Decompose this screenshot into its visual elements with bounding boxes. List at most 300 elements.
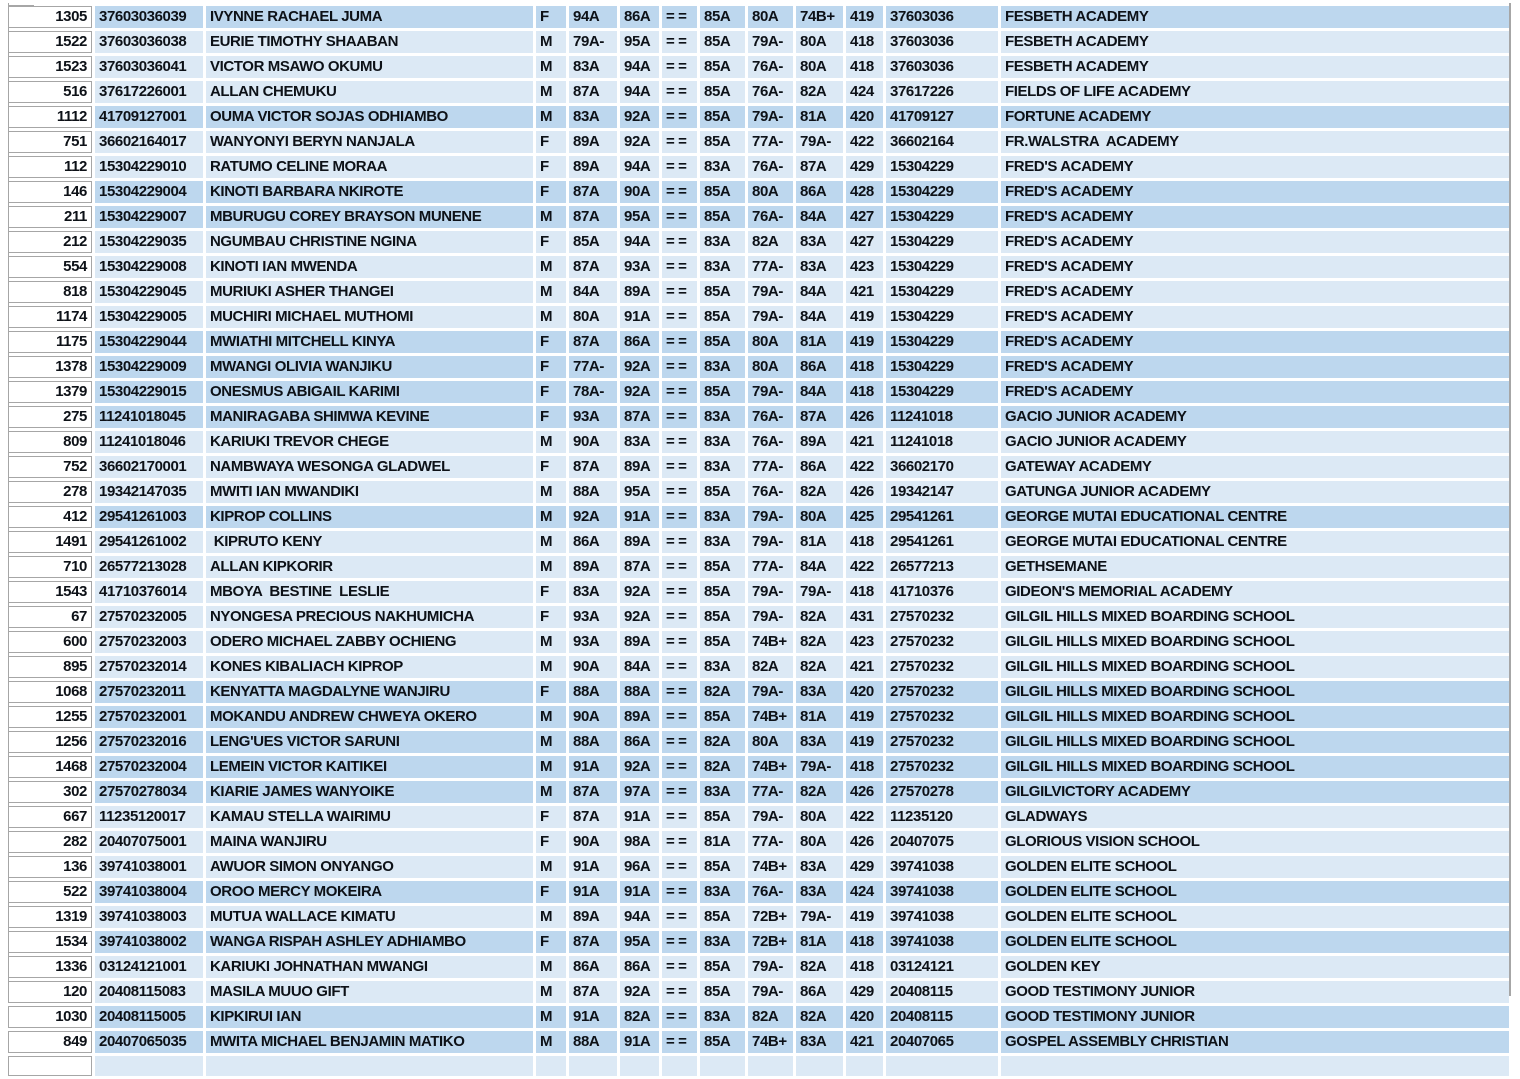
cell-mark-1[interactable]: 87A: [569, 206, 617, 228]
cell-rank[interactable]: 1523: [8, 56, 92, 78]
cell-equals[interactable]: = =: [662, 456, 697, 478]
cell-mark-4[interactable]: 80A: [748, 731, 793, 753]
cell-school-code[interactable]: 11241018: [886, 431, 998, 453]
cell-gender[interactable]: F: [536, 156, 566, 178]
cell-candidate-name[interactable]: MUTUA WALLACE KIMATU: [206, 906, 533, 928]
cell-mark-3[interactable]: 82A: [700, 731, 745, 753]
cell-mark-3[interactable]: 83A: [700, 456, 745, 478]
cell-mark-1[interactable]: 87A: [569, 781, 617, 803]
cell-gender[interactable]: F: [536, 131, 566, 153]
cell-school-code[interactable]: 36602164: [886, 131, 998, 153]
cell-index-number[interactable]: 11241018045: [95, 406, 203, 428]
cell-mark-3[interactable]: 85A: [700, 31, 745, 53]
cell-candidate-name[interactable]: KENYATTA MAGDALYNE WANJIRU: [206, 681, 533, 703]
cell-mark-4[interactable]: 76A-: [748, 206, 793, 228]
cell-mark-5[interactable]: 83A: [796, 1031, 843, 1053]
cell-mark-4[interactable]: 82A: [748, 1006, 793, 1028]
cell-mark-4[interactable]: 77A-: [748, 256, 793, 278]
cell-gender[interactable]: F: [536, 606, 566, 628]
cell-rank[interactable]: 1522: [8, 31, 92, 53]
cell-candidate-name[interactable]: NYONGESA PRECIOUS NAKHUMICHA: [206, 606, 533, 628]
cell-school-code[interactable]: 15304229: [886, 331, 998, 353]
cell-mark-4[interactable]: 79A-: [748, 681, 793, 703]
cell-mark-4[interactable]: 76A-: [748, 56, 793, 78]
cell-mark-1[interactable]: 86A: [569, 531, 617, 553]
cell-mark-2[interactable]: 95A: [620, 31, 659, 53]
cell-mark-2[interactable]: 94A: [620, 56, 659, 78]
cell-candidate-name[interactable]: MOKANDU ANDREW CHWEYA OKERO: [206, 706, 533, 728]
cell-school-code[interactable]: 15304229: [886, 231, 998, 253]
cell-gender[interactable]: M: [536, 1006, 566, 1028]
cell-mark-5[interactable]: 84A: [796, 556, 843, 578]
cell-candidate-name[interactable]: MWANGI OLIVIA WANJIKU: [206, 356, 533, 378]
cell-rank[interactable]: 212: [8, 231, 92, 253]
cell-index-number[interactable]: 29541261002: [95, 531, 203, 553]
cell-index-number[interactable]: 15304229009: [95, 356, 203, 378]
cell-gender[interactable]: M: [536, 756, 566, 778]
cell-mark-1[interactable]: 88A: [569, 681, 617, 703]
cell-mark-5[interactable]: 86A: [796, 456, 843, 478]
cell-mark-2[interactable]: 94A: [620, 156, 659, 178]
cell-candidate-name[interactable]: KIPROP COLLINS: [206, 506, 533, 528]
cell-school-code[interactable]: 15304229: [886, 281, 998, 303]
cell-candidate-name[interactable]: LENG'UES VICTOR SARUNI: [206, 731, 533, 753]
cell-school-code[interactable]: 11235120: [886, 806, 998, 828]
cell-total[interactable]: 423: [846, 256, 883, 278]
cell-mark-3[interactable]: 85A: [700, 606, 745, 628]
cell-mark-5[interactable]: 81A: [796, 706, 843, 728]
cell-mark-5[interactable]: 82A: [796, 1006, 843, 1028]
cell-equals[interactable]: = =: [662, 431, 697, 453]
cell-rank[interactable]: 211: [8, 206, 92, 228]
cell-equals[interactable]: = =: [662, 506, 697, 528]
cell-mark-1[interactable]: 90A: [569, 431, 617, 453]
cell-school-name[interactable]: GOOD TESTIMONY JUNIOR: [1001, 1006, 1509, 1028]
cell-school-code[interactable]: 39741038: [886, 906, 998, 928]
cell-equals[interactable]: = =: [662, 956, 697, 978]
cell-total[interactable]: 422: [846, 131, 883, 153]
cell-mark-5[interactable]: 79A-: [796, 131, 843, 153]
cell-school-code[interactable]: 03124121: [886, 956, 998, 978]
cell-gender[interactable]: F: [536, 406, 566, 428]
cell-rank[interactable]: 1543: [8, 581, 92, 603]
cell-mark-2[interactable]: [620, 1056, 659, 1076]
cell-mark-5[interactable]: 83A: [796, 256, 843, 278]
cell-candidate-name[interactable]: KIARIE JAMES WANYOIKE: [206, 781, 533, 803]
cell-mark-5[interactable]: 84A: [796, 206, 843, 228]
cell-rank[interactable]: 1378: [8, 356, 92, 378]
cell-mark-4[interactable]: 79A-: [748, 381, 793, 403]
cell-school-code[interactable]: 29541261: [886, 506, 998, 528]
cell-candidate-name[interactable]: WANYONYI BERYN NANJALA: [206, 131, 533, 153]
cell-mark-3[interactable]: 83A: [700, 531, 745, 553]
cell-school-code[interactable]: 27570232: [886, 681, 998, 703]
cell-school-name[interactable]: FRED'S ACADEMY: [1001, 331, 1509, 353]
cell-index-number[interactable]: 20408115083: [95, 981, 203, 1003]
cell-candidate-name[interactable]: ODERO MICHAEL ZABBY OCHIENG: [206, 631, 533, 653]
cell-mark-4[interactable]: 79A-: [748, 806, 793, 828]
cell-mark-5[interactable]: 79A-: [796, 756, 843, 778]
cell-mark-2[interactable]: 84A: [620, 656, 659, 678]
cell-rank[interactable]: 1256: [8, 731, 92, 753]
cell-total[interactable]: 426: [846, 406, 883, 428]
cell-mark-3[interactable]: [700, 1056, 745, 1076]
cell-gender[interactable]: F: [536, 581, 566, 603]
cell-school-code[interactable]: 27570232: [886, 706, 998, 728]
cell-rank[interactable]: 146: [8, 181, 92, 203]
cell-total[interactable]: 425: [846, 506, 883, 528]
cell-total[interactable]: 418: [846, 56, 883, 78]
cell-rank[interactable]: 1336: [8, 956, 92, 978]
cell-mark-3[interactable]: 81A: [700, 831, 745, 853]
cell-mark-3[interactable]: 85A: [700, 631, 745, 653]
cell-mark-2[interactable]: 94A: [620, 906, 659, 928]
cell-rank[interactable]: 278: [8, 481, 92, 503]
cell-index-number[interactable]: 15304229005: [95, 306, 203, 328]
cell-mark-4[interactable]: 79A-: [748, 106, 793, 128]
cell-total[interactable]: 428: [846, 181, 883, 203]
cell-mark-5[interactable]: 89A: [796, 431, 843, 453]
cell-rank[interactable]: 895: [8, 656, 92, 678]
cell-gender[interactable]: F: [536, 456, 566, 478]
cell-index-number[interactable]: 11235120017: [95, 806, 203, 828]
cell-gender[interactable]: F: [536, 931, 566, 953]
cell-mark-2[interactable]: 91A: [620, 306, 659, 328]
cell-mark-2[interactable]: 86A: [620, 331, 659, 353]
cell-mark-1[interactable]: [569, 1056, 617, 1076]
cell-mark-1[interactable]: 90A: [569, 706, 617, 728]
cell-school-code[interactable]: 20407065: [886, 1031, 998, 1053]
cell-mark-4[interactable]: 74B+: [748, 1031, 793, 1053]
cell-rank[interactable]: 809: [8, 431, 92, 453]
cell-school-name[interactable]: GILGIL HILLS MIXED BOARDING SCHOOL: [1001, 606, 1509, 628]
cell-candidate-name[interactable]: MWIATHI MITCHELL KINYA: [206, 331, 533, 353]
cell-mark-5[interactable]: 74B+: [796, 6, 843, 28]
cell-rank[interactable]: 710: [8, 556, 92, 578]
cell-equals[interactable]: = =: [662, 56, 697, 78]
cell-mark-2[interactable]: 91A: [620, 1031, 659, 1053]
cell-gender[interactable]: M: [536, 106, 566, 128]
cell-index-number[interactable]: 15304229007: [95, 206, 203, 228]
cell-total[interactable]: 429: [846, 856, 883, 878]
cell-school-name[interactable]: GOLDEN ELITE SCHOOL: [1001, 931, 1509, 953]
cell-index-number[interactable]: 15304229008: [95, 256, 203, 278]
cell-gender[interactable]: M: [536, 431, 566, 453]
cell-gender[interactable]: F: [536, 831, 566, 853]
cell-mark-2[interactable]: 92A: [620, 356, 659, 378]
cell-mark-4[interactable]: 77A-: [748, 556, 793, 578]
cell-rank[interactable]: 282: [8, 831, 92, 853]
cell-gender[interactable]: M: [536, 956, 566, 978]
cell-total[interactable]: 421: [846, 281, 883, 303]
cell-index-number[interactable]: 03124121001: [95, 956, 203, 978]
cell-mark-2[interactable]: 89A: [620, 281, 659, 303]
cell-mark-4[interactable]: 74B+: [748, 756, 793, 778]
cell-school-code[interactable]: 27570232: [886, 731, 998, 753]
cell-school-name[interactable]: GOLDEN KEY: [1001, 956, 1509, 978]
cell-mark-5[interactable]: 80A: [796, 56, 843, 78]
cell-mark-1[interactable]: 89A: [569, 556, 617, 578]
cell-gender[interactable]: F: [536, 331, 566, 353]
cell-rank[interactable]: 275: [8, 406, 92, 428]
cell-index-number[interactable]: 15304229045: [95, 281, 203, 303]
cell-school-name[interactable]: GILGIL HILLS MIXED BOARDING SCHOOL: [1001, 731, 1509, 753]
cell-candidate-name[interactable]: IVYNNE RACHAEL JUMA: [206, 6, 533, 28]
cell-mark-4[interactable]: 72B+: [748, 906, 793, 928]
cell-candidate-name[interactable]: MUCHIRI MICHAEL MUTHOMI: [206, 306, 533, 328]
cell-mark-1[interactable]: 91A: [569, 1006, 617, 1028]
cell-equals[interactable]: = =: [662, 781, 697, 803]
cell-mark-1[interactable]: 90A: [569, 831, 617, 853]
cell-mark-2[interactable]: 96A: [620, 856, 659, 878]
cell-school-code[interactable]: 37603036: [886, 31, 998, 53]
cell-total[interactable]: 429: [846, 156, 883, 178]
cell-mark-3[interactable]: 85A: [700, 1031, 745, 1053]
cell-mark-5[interactable]: 87A: [796, 156, 843, 178]
cell-index-number[interactable]: 15304229010: [95, 156, 203, 178]
cell-mark-2[interactable]: 95A: [620, 931, 659, 953]
cell-gender[interactable]: M: [536, 981, 566, 1003]
cell-school-code[interactable]: 27570232: [886, 606, 998, 628]
cell-candidate-name[interactable]: NGUMBAU CHRISTINE NGINA: [206, 231, 533, 253]
cell-mark-5[interactable]: 82A: [796, 481, 843, 503]
cell-school-code[interactable]: 20407075: [886, 831, 998, 853]
cell-total[interactable]: 418: [846, 356, 883, 378]
cell-total[interactable]: 424: [846, 81, 883, 103]
cell-total[interactable]: 419: [846, 906, 883, 928]
cell-gender[interactable]: M: [536, 81, 566, 103]
cell-school-name[interactable]: [1001, 1056, 1509, 1076]
cell-mark-3[interactable]: 85A: [700, 981, 745, 1003]
cell-mark-5[interactable]: 87A: [796, 406, 843, 428]
cell-candidate-name[interactable]: MWITA MICHAEL BENJAMIN MATIKO: [206, 1031, 533, 1053]
cell-mark-1[interactable]: 85A: [569, 231, 617, 253]
cell-mark-3[interactable]: 85A: [700, 181, 745, 203]
cell-rank[interactable]: 600: [8, 631, 92, 653]
cell-mark-1[interactable]: 92A: [569, 506, 617, 528]
cell-gender[interactable]: M: [536, 531, 566, 553]
cell-school-code[interactable]: 29541261: [886, 531, 998, 553]
cell-equals[interactable]: = =: [662, 531, 697, 553]
cell-mark-5[interactable]: 82A: [796, 606, 843, 628]
cell-school-name[interactable]: GACIO JUNIOR ACADEMY: [1001, 431, 1509, 453]
cell-school-code[interactable]: 27570232: [886, 631, 998, 653]
cell-gender[interactable]: M: [536, 856, 566, 878]
cell-index-number[interactable]: 39741038003: [95, 906, 203, 928]
cell-index-number[interactable]: 11241018046: [95, 431, 203, 453]
cell-index-number[interactable]: 20407065035: [95, 1031, 203, 1053]
cell-mark-1[interactable]: 89A: [569, 131, 617, 153]
cell-school-code[interactable]: 26577213: [886, 556, 998, 578]
cell-mark-2[interactable]: 86A: [620, 6, 659, 28]
cell-mark-4[interactable]: 80A: [748, 6, 793, 28]
cell-index-number[interactable]: 37603036038: [95, 31, 203, 53]
cell-rank[interactable]: 120: [8, 981, 92, 1003]
cell-mark-2[interactable]: 86A: [620, 956, 659, 978]
cell-index-number[interactable]: 39741038002: [95, 931, 203, 953]
cell-school-name[interactable]: GACIO JUNIOR ACADEMY: [1001, 406, 1509, 428]
cell-school-name[interactable]: FRED'S ACADEMY: [1001, 156, 1509, 178]
cell-total[interactable]: 426: [846, 781, 883, 803]
cell-mark-5[interactable]: 80A: [796, 31, 843, 53]
cell-equals[interactable]: = =: [662, 81, 697, 103]
cell-mark-3[interactable]: 85A: [700, 131, 745, 153]
cell-school-code[interactable]: 27570232: [886, 656, 998, 678]
cell-index-number[interactable]: 15304229004: [95, 181, 203, 203]
cell-gender[interactable]: M: [536, 906, 566, 928]
cell-school-name[interactable]: GOOD TESTIMONY JUNIOR: [1001, 981, 1509, 1003]
cell-mark-3[interactable]: 83A: [700, 231, 745, 253]
cell-mark-5[interactable]: 84A: [796, 306, 843, 328]
cell-total[interactable]: 421: [846, 1031, 883, 1053]
cell-mark-3[interactable]: 85A: [700, 856, 745, 878]
cell-gender[interactable]: F: [536, 681, 566, 703]
cell-equals[interactable]: = =: [662, 656, 697, 678]
cell-mark-5[interactable]: 79A-: [796, 906, 843, 928]
cell-mark-1[interactable]: 79A-: [569, 31, 617, 53]
cell-mark-5[interactable]: [796, 1056, 843, 1076]
cell-candidate-name[interactable]: OROO MERCY MOKEIRA: [206, 881, 533, 903]
cell-rank[interactable]: 112: [8, 156, 92, 178]
cell-school-name[interactable]: GILGIL HILLS MIXED BOARDING SCHOOL: [1001, 756, 1509, 778]
cell-index-number[interactable]: [95, 1056, 203, 1076]
cell-equals[interactable]: = =: [662, 381, 697, 403]
cell-school-name[interactable]: FORTUNE ACADEMY: [1001, 106, 1509, 128]
cell-equals[interactable]: = =: [662, 581, 697, 603]
cell-mark-3[interactable]: 85A: [700, 906, 745, 928]
cell-mark-2[interactable]: 92A: [620, 606, 659, 628]
cell-school-name[interactable]: FESBETH ACADEMY: [1001, 6, 1509, 28]
cell-mark-1[interactable]: 94A: [569, 6, 617, 28]
cell-school-name[interactable]: FESBETH ACADEMY: [1001, 56, 1509, 78]
cell-total[interactable]: 419: [846, 731, 883, 753]
cell-school-name[interactable]: GETHSEMANE: [1001, 556, 1509, 578]
cell-total[interactable]: 427: [846, 206, 883, 228]
cell-candidate-name[interactable]: KONES KIBALIACH KIPROP: [206, 656, 533, 678]
cell-equals[interactable]: = =: [662, 681, 697, 703]
cell-index-number[interactable]: 36602170001: [95, 456, 203, 478]
cell-mark-3[interactable]: 82A: [700, 756, 745, 778]
cell-rank[interactable]: 554: [8, 256, 92, 278]
cell-index-number[interactable]: 20407075001: [95, 831, 203, 853]
cell-mark-1[interactable]: 87A: [569, 456, 617, 478]
cell-total[interactable]: 422: [846, 806, 883, 828]
cell-mark-3[interactable]: 85A: [700, 306, 745, 328]
cell-mark-2[interactable]: 91A: [620, 806, 659, 828]
cell-rank[interactable]: 412: [8, 506, 92, 528]
cell-index-number[interactable]: 27570232016: [95, 731, 203, 753]
cell-mark-1[interactable]: 88A: [569, 1031, 617, 1053]
cell-total[interactable]: 420: [846, 1006, 883, 1028]
cell-school-code[interactable]: 15304229: [886, 156, 998, 178]
cell-mark-3[interactable]: 85A: [700, 81, 745, 103]
cell-mark-1[interactable]: 93A: [569, 631, 617, 653]
cell-mark-2[interactable]: 93A: [620, 256, 659, 278]
cell-equals[interactable]: = =: [662, 106, 697, 128]
cell-mark-4[interactable]: 80A: [748, 356, 793, 378]
cell-index-number[interactable]: 36602164017: [95, 131, 203, 153]
cell-mark-2[interactable]: 89A: [620, 456, 659, 478]
cell-total[interactable]: 420: [846, 681, 883, 703]
cell-equals[interactable]: = =: [662, 1031, 697, 1053]
cell-school-code[interactable]: 39741038: [886, 931, 998, 953]
cell-mark-2[interactable]: 98A: [620, 831, 659, 853]
cell-index-number[interactable]: 39741038004: [95, 881, 203, 903]
cell-school-code[interactable]: 36602170: [886, 456, 998, 478]
cell-rank[interactable]: 751: [8, 131, 92, 153]
cell-school-name[interactable]: GILGILVICTORY ACADEMY: [1001, 781, 1509, 803]
cell-equals[interactable]: = =: [662, 281, 697, 303]
cell-school-code[interactable]: 37603036: [886, 56, 998, 78]
cell-equals[interactable]: [662, 1056, 697, 1076]
cell-mark-3[interactable]: 83A: [700, 1006, 745, 1028]
cell-equals[interactable]: = =: [662, 356, 697, 378]
cell-mark-3[interactable]: 85A: [700, 956, 745, 978]
cell-candidate-name[interactable]: KIPRUTO KENY: [206, 531, 533, 553]
cell-mark-4[interactable]: 74B+: [748, 856, 793, 878]
cell-rank[interactable]: 1319: [8, 906, 92, 928]
cell-gender[interactable]: F: [536, 806, 566, 828]
cell-school-code[interactable]: 19342147: [886, 481, 998, 503]
cell-rank[interactable]: 1255: [8, 706, 92, 728]
cell-mark-4[interactable]: 74B+: [748, 706, 793, 728]
cell-gender[interactable]: M: [536, 731, 566, 753]
cell-equals[interactable]: = =: [662, 981, 697, 1003]
cell-gender[interactable]: M: [536, 256, 566, 278]
cell-total[interactable]: 422: [846, 556, 883, 578]
cell-gender[interactable]: M: [536, 56, 566, 78]
cell-equals[interactable]: = =: [662, 556, 697, 578]
cell-mark-4[interactable]: 79A-: [748, 581, 793, 603]
cell-mark-5[interactable]: 83A: [796, 231, 843, 253]
cell-mark-1[interactable]: 93A: [569, 406, 617, 428]
cell-mark-3[interactable]: 83A: [700, 506, 745, 528]
cell-gender[interactable]: M: [536, 481, 566, 503]
cell-candidate-name[interactable]: LEMEIN VICTOR KAITIKEI: [206, 756, 533, 778]
cell-gender[interactable]: M: [536, 781, 566, 803]
cell-mark-3[interactable]: 85A: [700, 106, 745, 128]
cell-school-code[interactable]: 39741038: [886, 881, 998, 903]
cell-mark-1[interactable]: 88A: [569, 731, 617, 753]
cell-index-number[interactable]: 20408115005: [95, 1006, 203, 1028]
cell-index-number[interactable]: 26577213028: [95, 556, 203, 578]
cell-total[interactable]: 420: [846, 106, 883, 128]
cell-candidate-name[interactable]: RATUMO CELINE MORAA: [206, 156, 533, 178]
cell-mark-1[interactable]: 89A: [569, 156, 617, 178]
cell-mark-3[interactable]: 83A: [700, 156, 745, 178]
cell-mark-5[interactable]: 81A: [796, 331, 843, 353]
cell-candidate-name[interactable]: ALLAN CHEMUKU: [206, 81, 533, 103]
cell-mark-4[interactable]: 76A-: [748, 406, 793, 428]
cell-equals[interactable]: = =: [662, 806, 697, 828]
cell-mark-4[interactable]: 80A: [748, 181, 793, 203]
cell-mark-1[interactable]: 87A: [569, 931, 617, 953]
cell-mark-4[interactable]: 80A: [748, 331, 793, 353]
cell-mark-1[interactable]: 87A: [569, 181, 617, 203]
cell-equals[interactable]: = =: [662, 606, 697, 628]
cell-candidate-name[interactable]: MBURUGU COREY BRAYSON MUNENE: [206, 206, 533, 228]
cell-mark-2[interactable]: 92A: [620, 131, 659, 153]
cell-mark-4[interactable]: 76A-: [748, 481, 793, 503]
cell-equals[interactable]: = =: [662, 331, 697, 353]
cell-rank[interactable]: 1030: [8, 1006, 92, 1028]
cell-candidate-name[interactable]: KAMAU STELLA WAIRIMU: [206, 806, 533, 828]
cell-equals[interactable]: = =: [662, 481, 697, 503]
cell-mark-5[interactable]: 84A: [796, 381, 843, 403]
cell-total[interactable]: 419: [846, 6, 883, 28]
cell-mark-1[interactable]: 87A: [569, 81, 617, 103]
cell-equals[interactable]: = =: [662, 206, 697, 228]
